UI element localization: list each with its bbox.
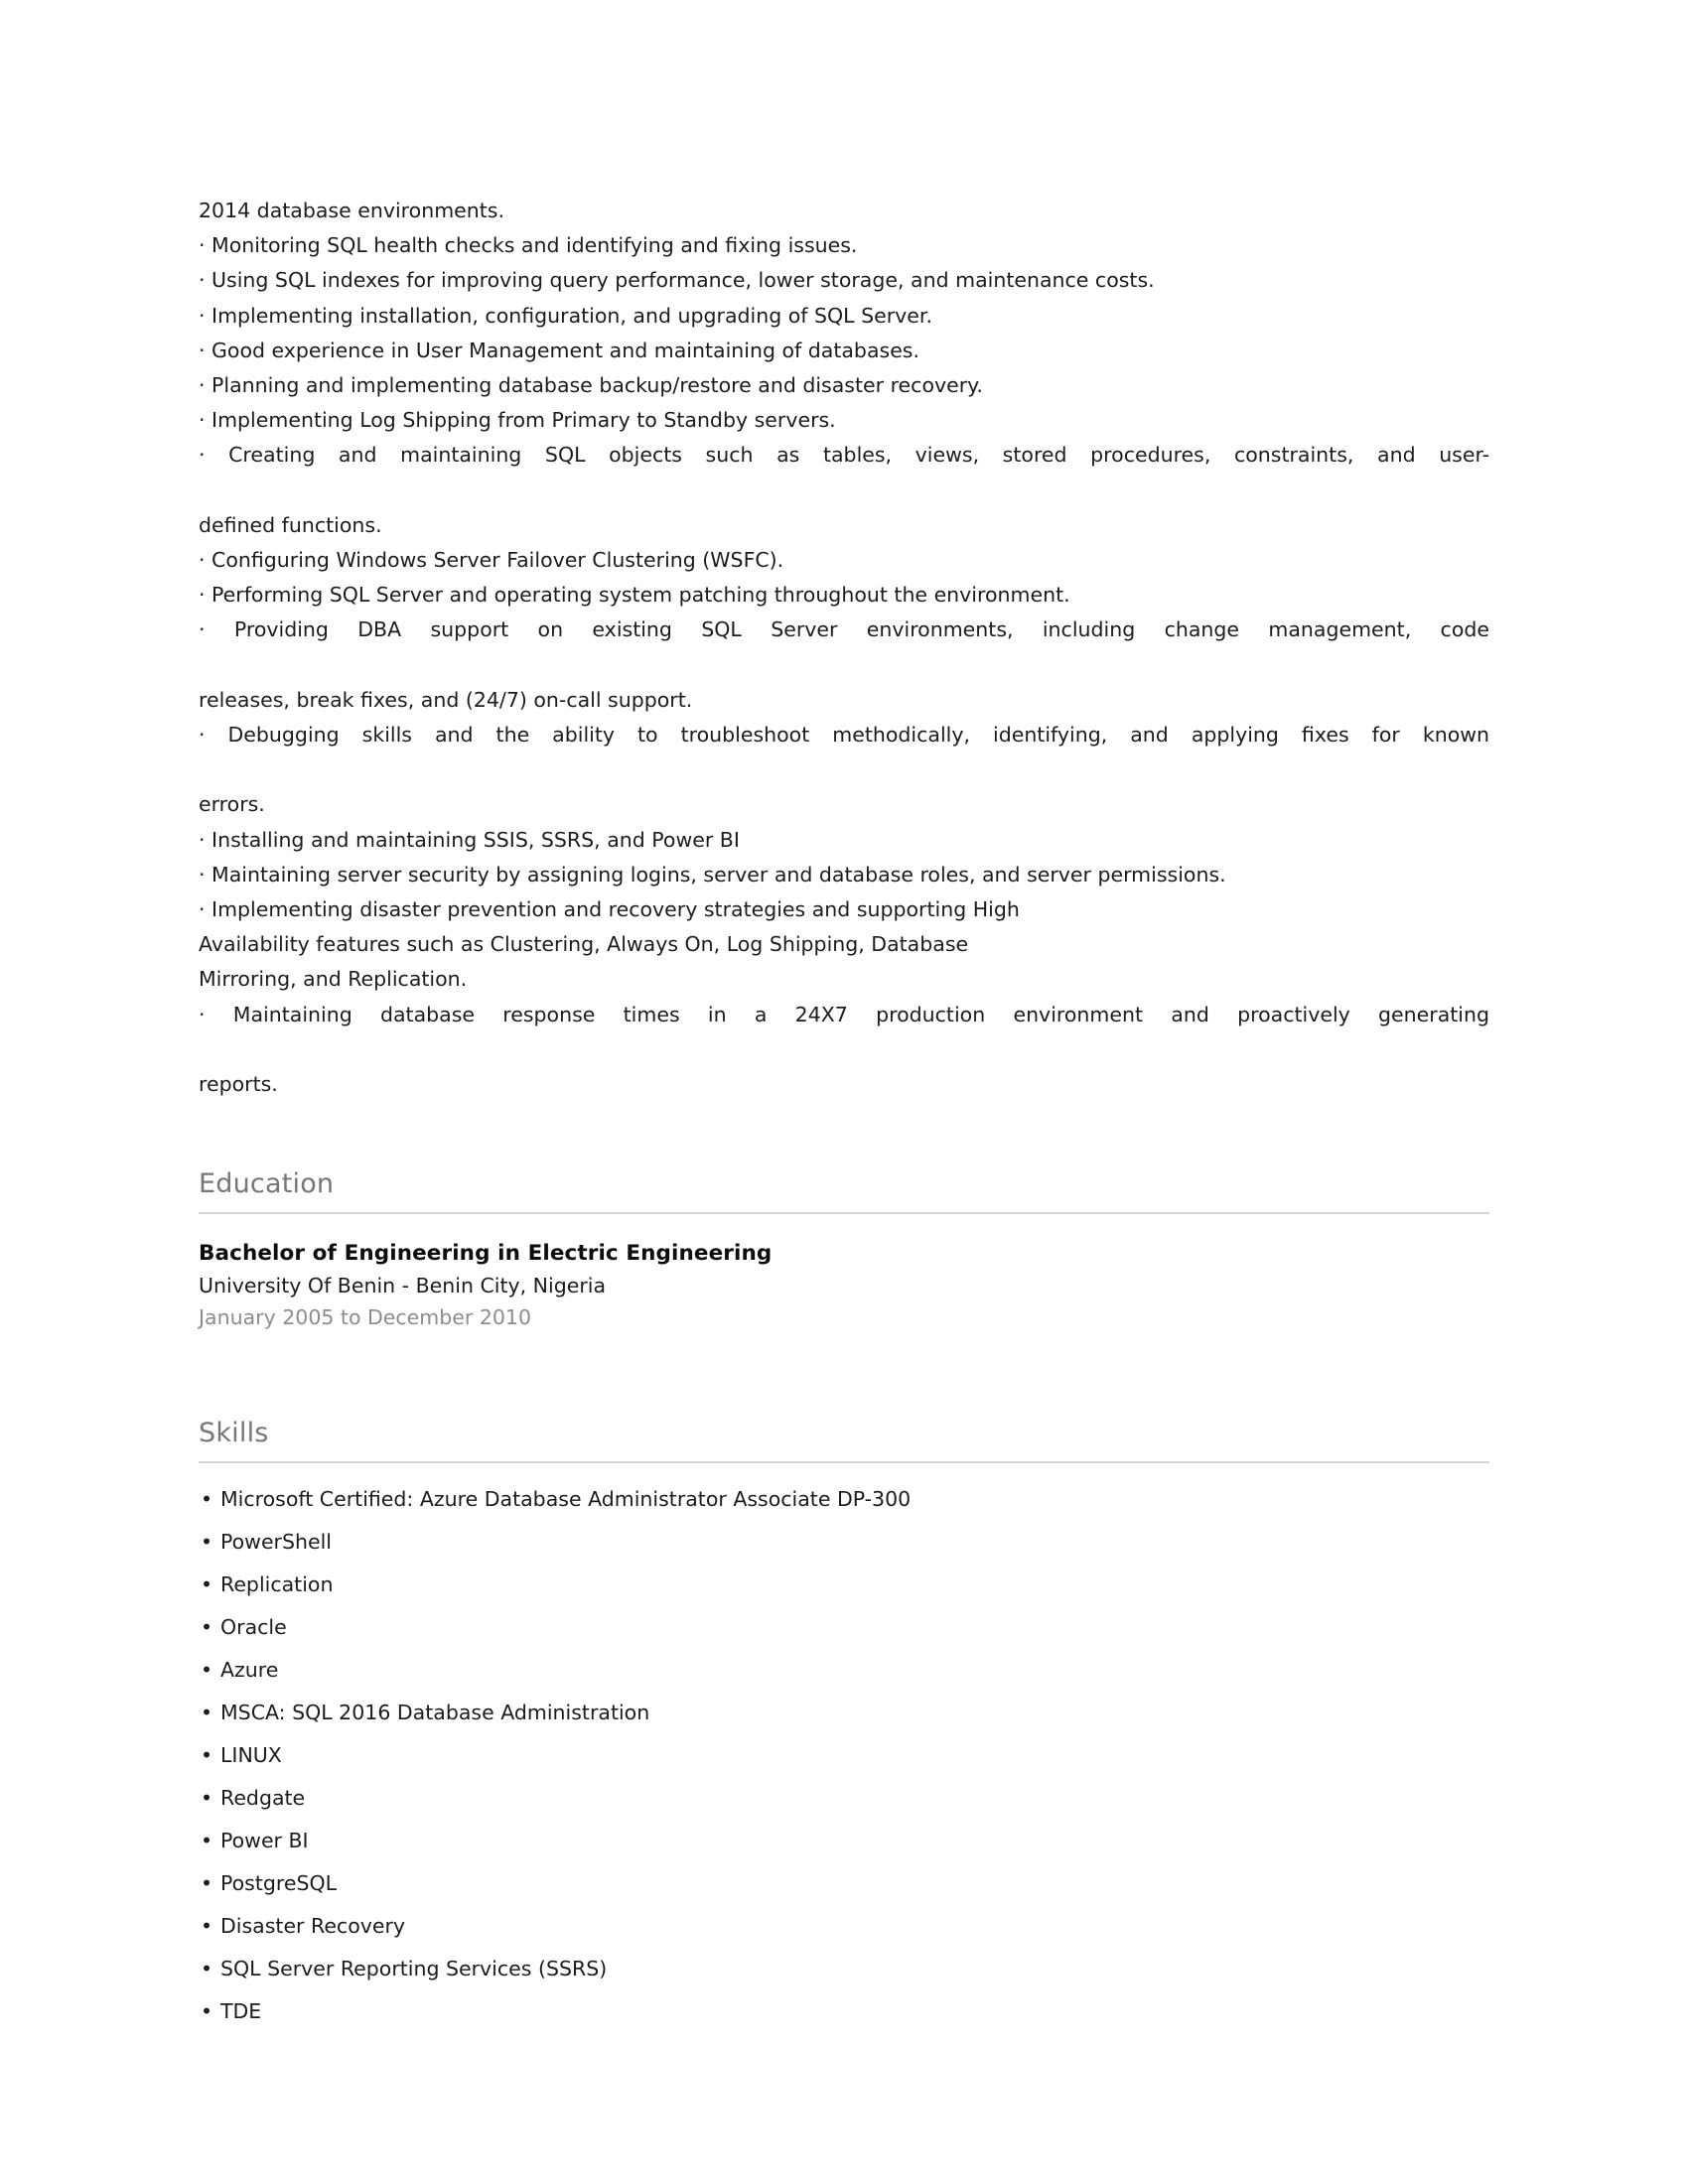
experience-line: · Configuring Windows Server Failover Clustering (WSFC). — [199, 548, 784, 573]
experience-line: · Using SQL indexes for improving query performance, lower storage, and maintenance costs. — [199, 268, 1155, 293]
experience-line: · Implementing Log Shipping from Primary to Standby servers. — [199, 408, 836, 433]
skill-item: • LINUX — [199, 1743, 1489, 1767]
resume-content — [199, 194, 1489, 2023]
education-school: University Of Benin - Benin City, Nigeria — [199, 1274, 607, 1298]
skill-item: • Replication — [199, 1572, 1489, 1596]
skills-list — [199, 1487, 1489, 2023]
section-spacer — [199, 1102, 1489, 1167]
experience-line: Mirroring, and Replication. — [199, 967, 468, 992]
experience-line: · Monitoring SQL health checks and identifying and fixing issues. — [199, 233, 858, 258]
section-spacer — [199, 1333, 1489, 1417]
skills-divider — [199, 1461, 1489, 1463]
experience-line: · Planning and implementing database backup/restore and disaster recovery. — [199, 373, 983, 398]
experience-line: releases, break fixes, and (24/7) on-call support. — [199, 687, 693, 712]
skill-item: • MSCA: SQL 2016 Database Administration — [199, 1701, 1489, 1724]
skill-item: • Oracle — [199, 1615, 1489, 1639]
experience-line: · Maintaining database response times in a 24X7 production environment and proactively generating — [199, 1002, 1489, 1026]
experience-continuation-block — [199, 194, 1489, 1102]
experience-line: · Performing SQL Server and operating system patching throughout the environment. — [199, 583, 1070, 608]
education-degree: Bachelor of Engineering in Electric Engineering — [199, 1241, 773, 1267]
skill-item: • PostgreSQL — [199, 1871, 1489, 1895]
experience-line: · Installing and maintaining SSIS, SSRS, and Power BI — [199, 827, 740, 852]
skills-section — [199, 1417, 1489, 2023]
education-section — [199, 1167, 1489, 1333]
experience-line: · Providing DBA support on existing SQL Server environments, including change management, code — [199, 617, 1489, 642]
education-heading: Education — [199, 1168, 335, 1200]
experience-line: · Debugging skills and the ability to troubleshoot methodically, identifying, and applying fixes for known — [199, 723, 1489, 748]
experience-line: reports. — [199, 1072, 278, 1097]
experience-line: · Maintaining server security by assigning logins, server and database roles, and server permissions. — [199, 862, 1226, 887]
skill-item: • PowerShell — [199, 1530, 1489, 1554]
experience-line: · Good experience in User Management and maintaining of databases. — [199, 338, 919, 362]
experience-line: Availability features such as Clustering, Always On, Log Shipping, Database — [199, 932, 969, 957]
experience-line: · Implementing installation, configuration, and upgrading of SQL Server. — [199, 303, 932, 328]
skill-item: • TDE — [199, 1999, 1489, 2023]
skills-heading: Skills — [199, 1418, 269, 1449]
experience-line: defined functions. — [199, 512, 382, 537]
skill-item: • Microsoft Certified: Azure Database Administrator Associate DP-300 — [199, 1487, 1489, 1511]
experience-line: errors. — [199, 792, 265, 817]
skill-item: • Azure — [199, 1658, 1489, 1682]
skill-item: • Redgate — [199, 1786, 1489, 1810]
experience-line: · Implementing disaster prevention and recovery strategies and supporting High — [199, 897, 1020, 922]
skill-item: • Disaster Recovery — [199, 1914, 1489, 1938]
experience-line: 2014 database environments. — [199, 199, 505, 222]
education-divider — [199, 1212, 1489, 1214]
experience-line: · Creating and maintaining SQL objects such as tables, views, stored procedures, constraints, and user- — [199, 443, 1489, 468]
skill-item: • Power BI — [199, 1829, 1489, 1852]
education-dates: January 2005 to December 2010 — [199, 1305, 532, 1330]
skill-item: • SQL Server Reporting Services (SSRS) — [199, 1957, 1489, 1980]
education-entry — [199, 1238, 1489, 1333]
